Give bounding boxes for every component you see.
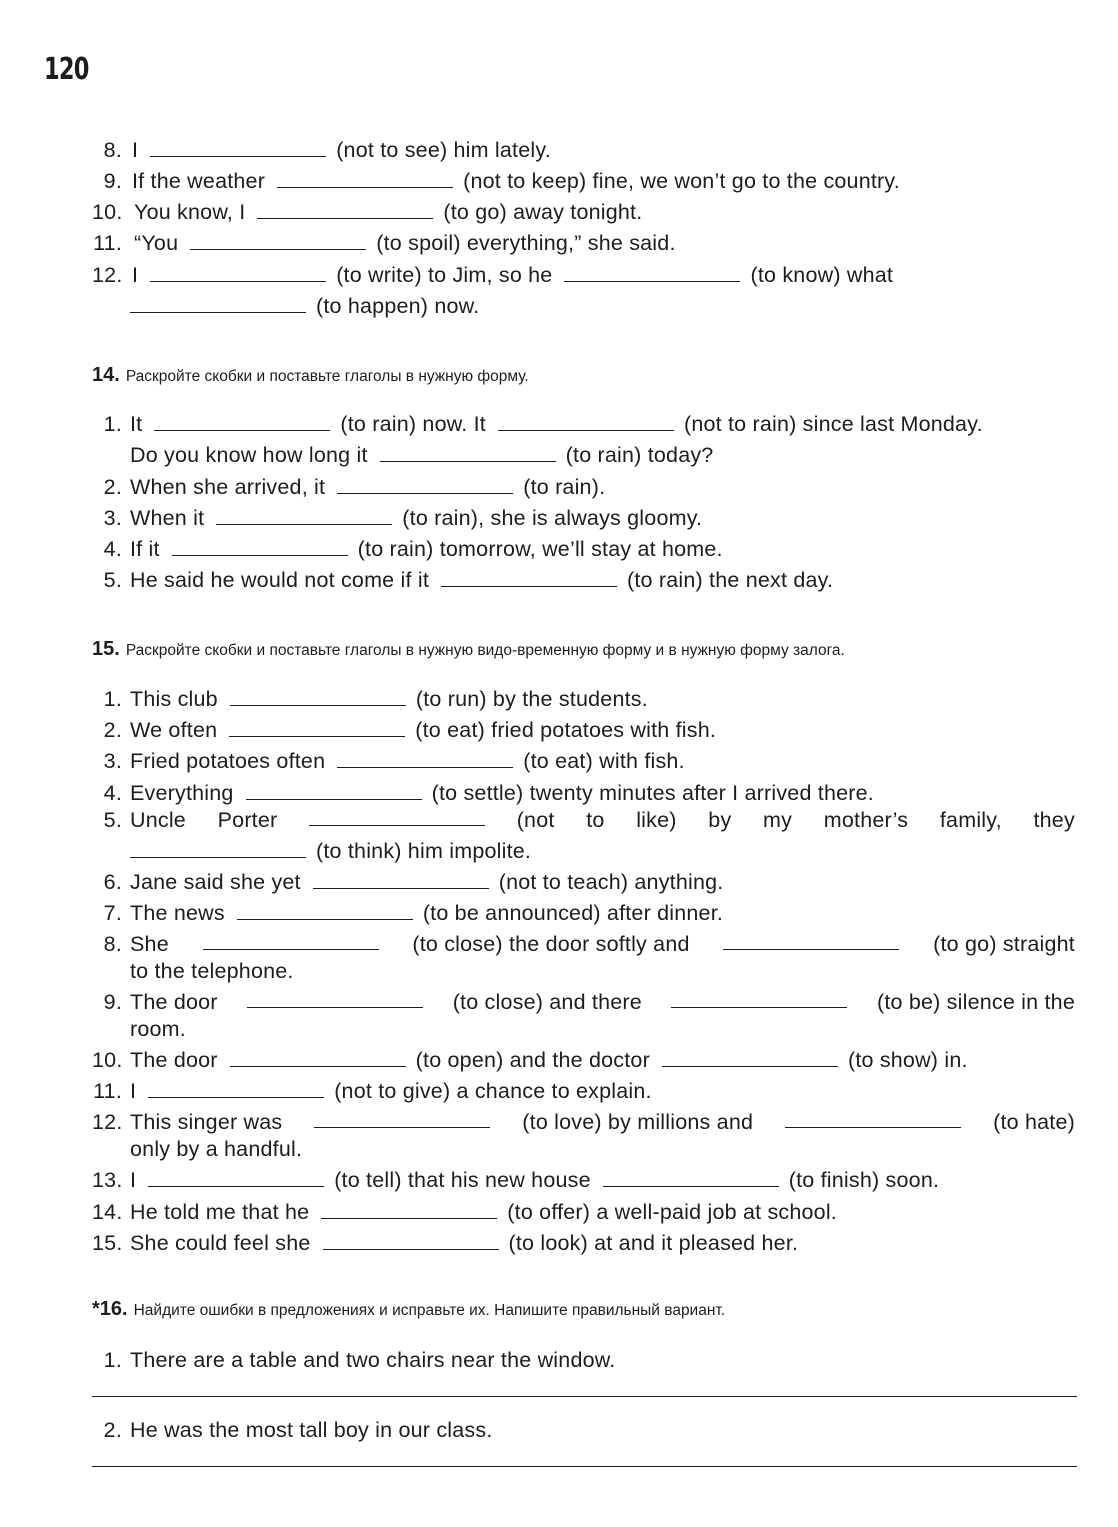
item-text: (to write) to Jim, so he [336, 263, 553, 287]
item-text: (to happen) now. [316, 294, 480, 318]
answer-blank[interactable] [441, 568, 617, 587]
answer-blank[interactable] [150, 138, 326, 157]
answer-blank[interactable] [314, 1109, 490, 1128]
item-text: Uncle [130, 808, 186, 832]
item-text: This singer was [130, 1110, 283, 1134]
item-number: 11. [93, 1079, 122, 1103]
item-number: 8. [103, 138, 122, 162]
answer-blank[interactable] [237, 901, 413, 920]
item-number: 11. [93, 231, 122, 255]
item-text: (to look) at and it pleased her. [508, 1231, 799, 1255]
item-number: 13. [92, 1168, 123, 1192]
item-number: 12. [92, 263, 123, 287]
item-text: my [763, 808, 793, 832]
item-text: (not to see) him lately. [336, 138, 551, 162]
item-number: 6. [103, 870, 122, 894]
answer-blank[interactable] [662, 1048, 838, 1067]
item-text: If it [130, 537, 160, 561]
item-text: (to eat) with fish. [523, 749, 685, 773]
item-text: (to open) and the doctor [415, 1048, 650, 1072]
item-text: family, [939, 808, 1002, 832]
answer-blank[interactable] [203, 931, 379, 950]
answer-blank[interactable] [172, 537, 348, 556]
item-text: room. [130, 1017, 186, 1041]
item-text: The news [130, 901, 225, 925]
item-text: to [586, 808, 605, 832]
item-text: If the weather [132, 169, 266, 193]
answer-blank[interactable] [321, 1200, 497, 1219]
item-text: (not to give) a chance to explain. [334, 1079, 652, 1103]
item-number: 3. [103, 506, 122, 530]
item-number: 4. [103, 537, 122, 561]
item-number: 12. [92, 1110, 123, 1134]
answer-blank[interactable] [380, 443, 556, 462]
item-text: only by a handful. [130, 1137, 303, 1161]
item-text: (not to keep) fine, we won’t go to the country. [463, 169, 900, 193]
item-text: (to tell) that his new house [334, 1168, 591, 1192]
item-number: 8. [103, 932, 122, 956]
item-text: Fried potatoes often [130, 749, 326, 773]
answer-blank[interactable] [247, 989, 423, 1008]
item-text: they [1033, 808, 1075, 832]
item-text: (to rain) tomorrow, we’ll stay at home. [357, 537, 723, 561]
item-text: (to think) him impolite. [316, 839, 532, 863]
item-text: He was the most tall boy in our class. [130, 1418, 493, 1442]
task-number: 15. [92, 638, 120, 660]
answer-line[interactable] [92, 1396, 1077, 1397]
answer-blank[interactable] [323, 1231, 499, 1250]
item-number: 10. [92, 1048, 123, 1072]
item-number: 7. [103, 901, 122, 925]
item-text: (not [516, 808, 555, 832]
item-text: The door [130, 990, 218, 1014]
page-number: 120 [44, 52, 89, 87]
answer-blank[interactable] [337, 749, 513, 768]
answer-blank[interactable] [313, 870, 489, 889]
item-text: I [132, 138, 139, 162]
item-number: 2. [103, 718, 122, 742]
item-text: (to rain) today? [565, 443, 714, 467]
item-text: (to be announced) after dinner. [422, 901, 724, 925]
item-number: 4. [103, 781, 122, 805]
answer-blank[interactable] [130, 839, 306, 858]
answer-blank[interactable] [246, 781, 422, 800]
answer-blank[interactable] [564, 263, 740, 282]
item-text: (to settle) twenty minutes after I arrived there. [431, 781, 874, 805]
answer-blank[interactable] [230, 687, 406, 706]
item-text: (not to rain) since last Monday. [683, 412, 983, 436]
answer-blank[interactable] [229, 718, 405, 737]
item-text: There are a table and two chairs near the window. [130, 1348, 616, 1372]
answer-blank[interactable] [130, 294, 306, 313]
item-text: like) [636, 808, 677, 832]
item-text: I [132, 263, 139, 287]
answer-blank[interactable] [150, 263, 326, 282]
item-text: (not to teach) anything. [498, 870, 724, 894]
item-text: (to close) and there [452, 990, 642, 1014]
item-text: When she arrived, it [130, 475, 326, 499]
item-text: (to rain) the next day. [627, 568, 834, 592]
item-text: to the telephone. [130, 959, 294, 983]
item-text: She [130, 932, 169, 956]
answer-blank[interactable] [723, 931, 899, 950]
item-text: Everything [130, 781, 234, 805]
task-instruction: Раскройте скобки и поставьте глаголы в нужную видо-временную форму и в нужную форму залога. [125, 642, 845, 659]
item-text: You know, I [134, 200, 246, 224]
item-text: Porter [217, 808, 278, 832]
item-text: (to know) what [750, 263, 894, 287]
item-text: (to close) the door softly and [412, 932, 690, 956]
item-text: I [130, 1168, 137, 1192]
task-instruction: Найдите ошибки в предложениях и исправьте их. Напишите правильный вариант. [133, 1302, 726, 1319]
task-instruction: Раскройте скобки и поставьте глаголы в нужную форму. [125, 368, 529, 385]
item-text: (to be) silence in the [876, 990, 1075, 1014]
item-number: 14. [92, 1200, 123, 1224]
item-number: 15. [92, 1231, 123, 1255]
item-text: Do you know how long it [130, 443, 368, 467]
task-15-header [92, 638, 845, 662]
answer-blank[interactable] [603, 1168, 779, 1187]
item-text: mother’s [823, 808, 909, 832]
answer-blank[interactable] [671, 989, 847, 1008]
answer-blank[interactable] [190, 231, 366, 250]
item-number: 2. [103, 475, 122, 499]
item-number: 1. [103, 687, 122, 711]
item-text: (to offer) a well-paid job at school. [507, 1200, 837, 1224]
answer-blank[interactable] [257, 200, 433, 219]
item-text: He told me that he [130, 1200, 310, 1224]
item-number: 3. [103, 749, 122, 773]
item-text: (to run) by the students. [415, 687, 648, 711]
answer-blank[interactable] [148, 1168, 324, 1187]
item-text: He said he would not come if it [130, 568, 429, 592]
answer-blank[interactable] [498, 412, 674, 431]
answer-blank[interactable] [154, 412, 330, 431]
task-16-header [92, 1298, 725, 1322]
item-number: 1. [103, 412, 122, 436]
item-text: We often [130, 718, 218, 742]
task-number: *16. [92, 1298, 128, 1320]
item-text: I [130, 1079, 137, 1103]
item-text: (to rain), she is always gloomy. [402, 506, 703, 530]
answer-blank[interactable] [785, 1109, 961, 1128]
item-text: (to hate) [993, 1110, 1075, 1134]
item-text: (to eat) fried potatoes with fish. [415, 718, 717, 742]
item-number: 2. [103, 1418, 122, 1442]
item-text: (to go) straight [933, 932, 1075, 956]
item-number: 9. [103, 169, 122, 193]
item-text: (to show) in. [847, 1048, 968, 1072]
item-text: “You [134, 231, 179, 255]
task-number: 14. [92, 364, 120, 386]
answer-blank[interactable] [309, 807, 485, 826]
item-text: When it [130, 506, 205, 530]
answer-blank[interactable] [148, 1079, 324, 1098]
item-text: (to love) by millions and [522, 1110, 754, 1134]
task-14-header [92, 364, 529, 388]
item-text: (to rain) now. It [340, 412, 486, 436]
answer-blank[interactable] [230, 1048, 406, 1067]
item-number: 9. [103, 990, 122, 1014]
answer-line[interactable] [92, 1466, 1077, 1467]
item-text: (to spoil) everything,” she said. [376, 231, 676, 255]
answer-blank[interactable] [216, 506, 392, 525]
answer-blank[interactable] [277, 169, 453, 188]
item-text: Jane said she yet [130, 870, 301, 894]
item-text: This club [130, 687, 218, 711]
item-text: by [708, 808, 732, 832]
item-text: (to rain). [523, 475, 606, 499]
item-number: 10. [92, 200, 123, 224]
item-number: 1. [103, 1348, 122, 1372]
item-text: She could feel she [130, 1231, 311, 1255]
item-text: (to go) away tonight. [443, 200, 643, 224]
answer-blank[interactable] [337, 475, 513, 494]
item-text: The door [130, 1048, 218, 1072]
item-text: (to finish) soon. [788, 1168, 940, 1192]
item-number: 5. [103, 568, 122, 592]
item-text: It [130, 412, 143, 436]
item-number: 5. [103, 808, 122, 832]
